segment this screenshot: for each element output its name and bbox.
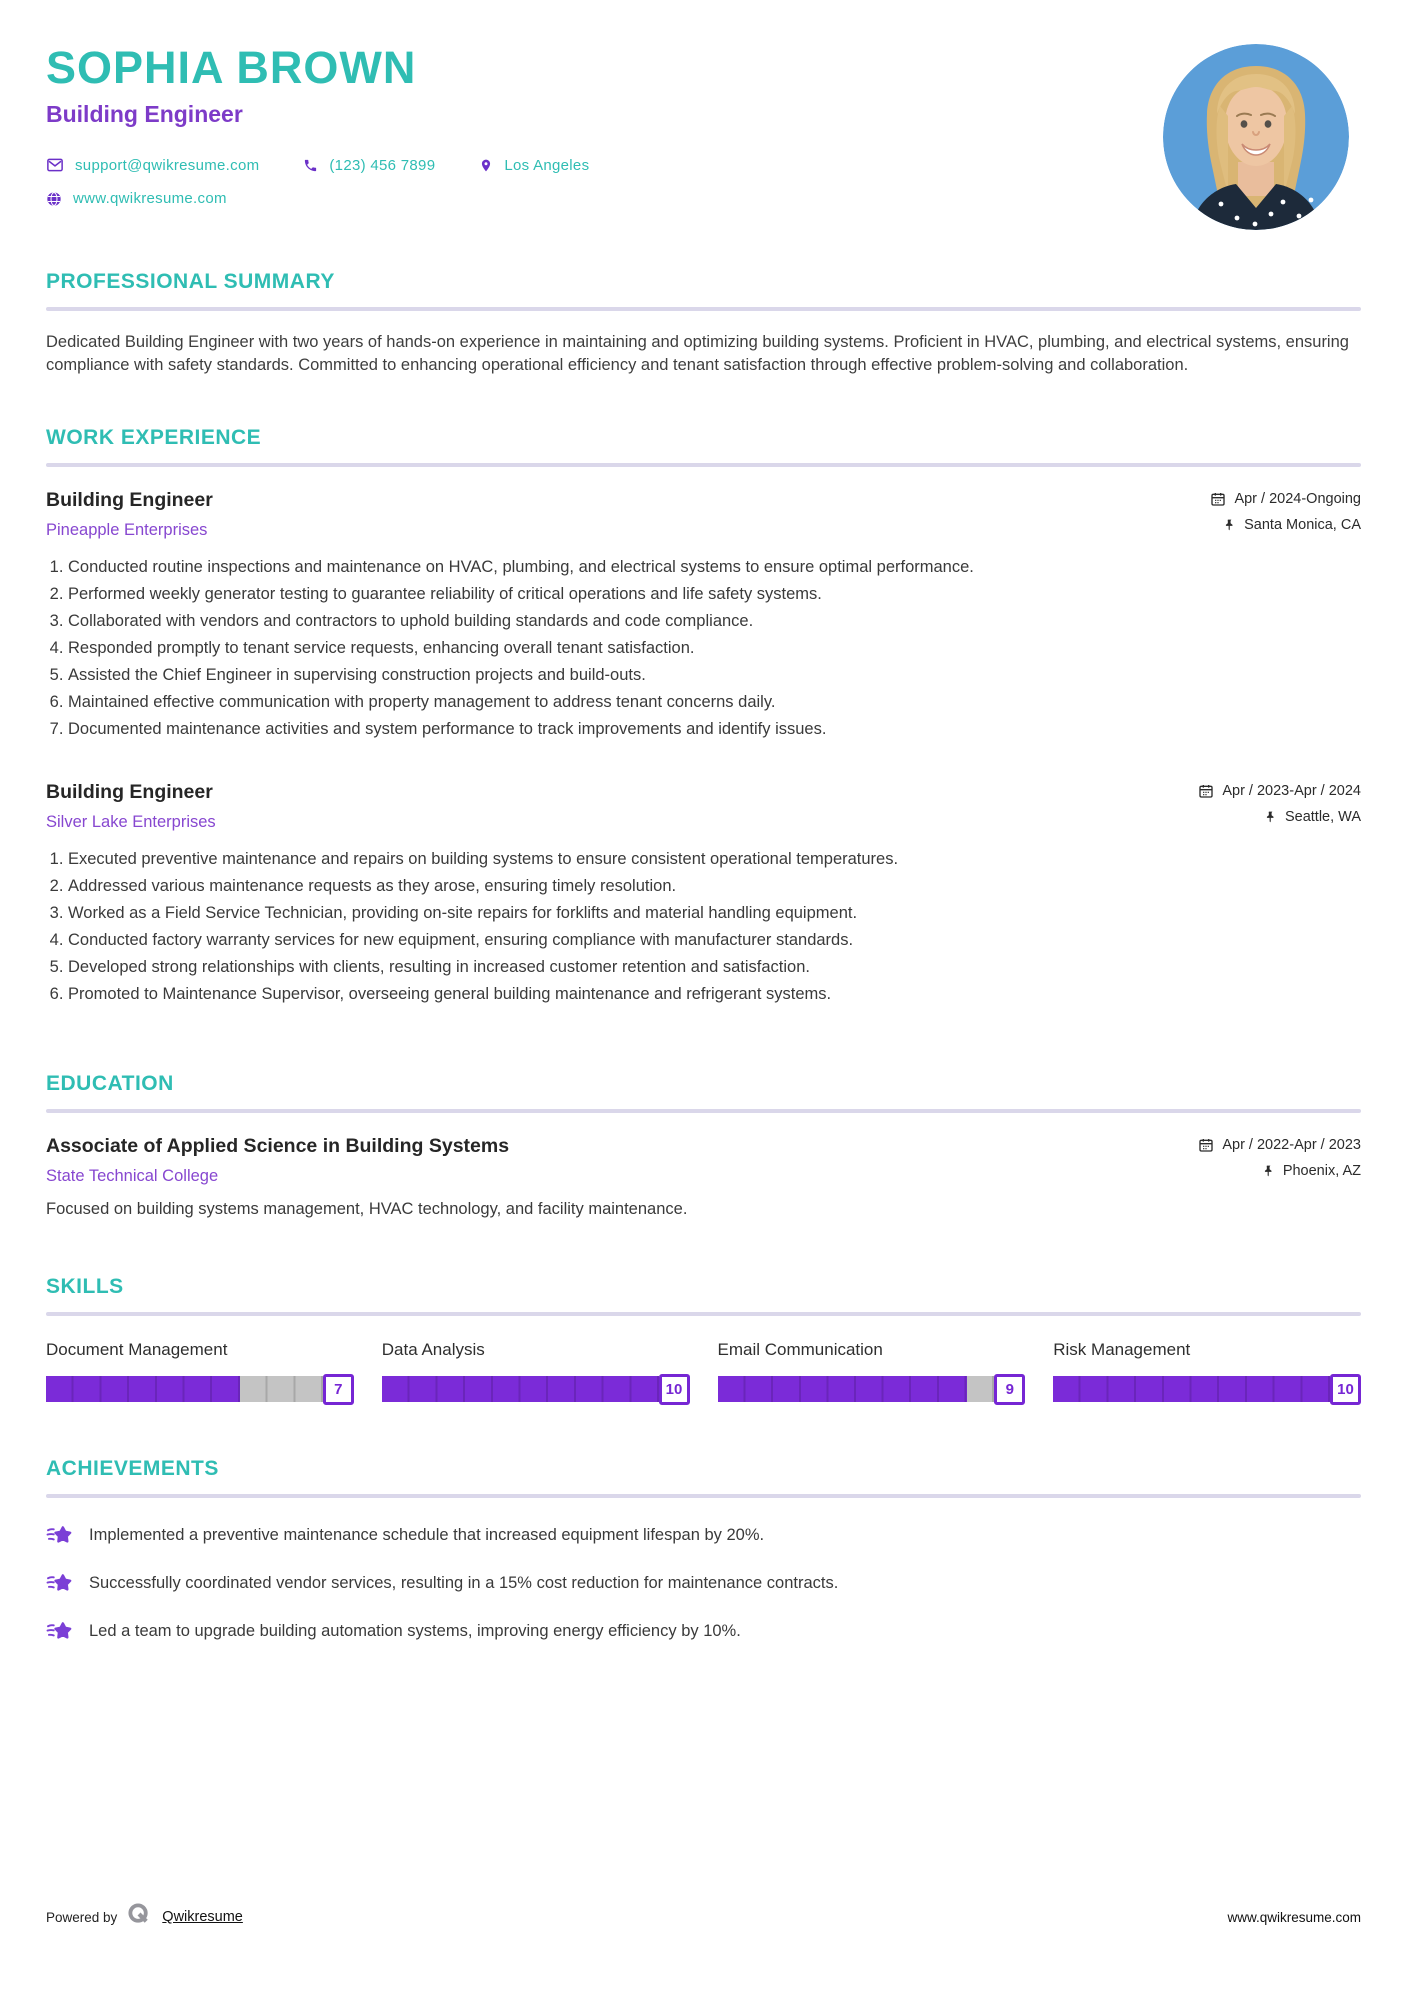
job-bullet: 4. Conducted factory warranty services for new equipment, ensuring compliance with manufacturer standards. bbox=[68, 927, 1361, 954]
school-name: State Technical College bbox=[46, 1166, 219, 1185]
achievements-list bbox=[46, 1524, 1361, 1643]
job-title: Building Engineer bbox=[46, 780, 213, 803]
achievement-text: Led a team to upgrade building automation systems, improving energy efficiency by 10%. bbox=[89, 1621, 741, 1640]
skill-item bbox=[718, 1340, 1026, 1405]
education-meta bbox=[1198, 1135, 1361, 1179]
job-bullet: 3. Worked as a Field Service Technician, providing on-site repairs for forklifts and material handling equipment. bbox=[68, 900, 1361, 927]
section-experience bbox=[46, 426, 1361, 1008]
powered-by-label: Powered by bbox=[46, 1909, 118, 1925]
education-heading: EDUCATION bbox=[46, 1071, 174, 1095]
achievement-text: Successfully coordinated vendor services, resulting in a 15% cost reduction for maintenance contracts. bbox=[89, 1573, 839, 1592]
section-summary bbox=[46, 270, 1361, 378]
job-company: Pineapple Enterprises bbox=[46, 520, 208, 539]
skill-level-badge: 10 bbox=[1330, 1374, 1361, 1405]
skills-heading: SKILLS bbox=[46, 1274, 124, 1298]
job-entry-1 bbox=[46, 489, 1361, 743]
section-divider bbox=[46, 1312, 1361, 1316]
education-date: Apr / 2022-Apr / 2023 bbox=[1198, 1137, 1361, 1153]
job-entry-2 bbox=[46, 781, 1361, 1008]
envelope-icon bbox=[46, 156, 64, 174]
calendar-icon bbox=[1198, 1137, 1214, 1153]
job-location: Santa Monica, CA bbox=[1223, 517, 1361, 533]
footer-branding bbox=[46, 1902, 243, 1932]
achievements-heading: ACHIEVEMENTS bbox=[46, 1456, 219, 1480]
skill-bar bbox=[718, 1374, 1026, 1405]
achievement-item bbox=[46, 1572, 1361, 1595]
section-divider bbox=[46, 1494, 1361, 1498]
shooting-star-icon bbox=[46, 1572, 73, 1595]
job-bullet: 4. Responded promptly to tenant service requests, enhancing overall tenant satisfaction. bbox=[68, 635, 1361, 662]
education-description: Focused on building systems management, HVAC technology, and facility maintenance. bbox=[46, 1199, 688, 1218]
job-date: Apr / 2024-Ongoing bbox=[1210, 491, 1361, 507]
header bbox=[46, 44, 1361, 230]
job-company: Silver Lake Enterprises bbox=[46, 812, 216, 831]
footer-website-link[interactable]: www.qwikresume.com bbox=[1227, 1909, 1361, 1925]
skill-track bbox=[718, 1376, 995, 1402]
profile-photo bbox=[1163, 44, 1349, 230]
job-header bbox=[46, 781, 1361, 832]
job-meta bbox=[1198, 781, 1361, 825]
qwikresume-link[interactable]: Qwikresume bbox=[162, 1909, 243, 1925]
section-achievements bbox=[46, 1457, 1361, 1643]
section-divider bbox=[46, 1109, 1361, 1113]
calendar-icon bbox=[1198, 783, 1214, 799]
skill-name: Email Communication bbox=[717, 1339, 883, 1359]
job-bullet: 7. Documented maintenance activities and system performance to track improvements and identify issues. bbox=[68, 716, 1361, 743]
pushpin-icon bbox=[1262, 1164, 1275, 1178]
qwikresume-logo-icon bbox=[127, 1902, 152, 1932]
footer bbox=[46, 1902, 1361, 1932]
job-bullet: 5. Assisted the Chief Engineer in supervising construction projects and build-outs. bbox=[68, 662, 1361, 689]
contact-row-1 bbox=[46, 156, 589, 174]
degree-title: Associate of Applied Science in Building Systems bbox=[46, 1134, 510, 1157]
contact-email[interactable] bbox=[46, 156, 259, 174]
skill-level-badge: 9 bbox=[994, 1374, 1025, 1405]
job-bullet: 1. Executed preventive maintenance and repairs on building systems to ensure consistent operational temperatures. bbox=[68, 846, 1361, 873]
summary-heading: PROFESSIONAL SUMMARY bbox=[46, 270, 335, 293]
summary-text: Dedicated Building Engineer with two years of hands-on experience in maintaining and optimizing building systems. Proficient in HVAC, plumbing, and electrical systems, ensuring compliance with safety standards. Committed to enhancing operational efficiency and tenant satisfaction through effective problem-solving and collaboration. bbox=[46, 333, 1349, 375]
skill-track bbox=[382, 1376, 659, 1402]
globe-icon bbox=[46, 191, 62, 207]
education-location: Phoenix, AZ bbox=[1262, 1163, 1361, 1179]
education-header bbox=[46, 1135, 1361, 1186]
skill-bar bbox=[1053, 1374, 1361, 1405]
skill-name: Document Management bbox=[46, 1339, 228, 1359]
map-pin-icon bbox=[479, 158, 493, 173]
skill-level-badge: 7 bbox=[323, 1374, 354, 1405]
job-title: Building Engineer bbox=[46, 488, 213, 511]
education-entry bbox=[46, 1135, 1361, 1219]
achievement-item bbox=[46, 1620, 1361, 1643]
skill-item bbox=[46, 1340, 354, 1405]
skill-track bbox=[1053, 1376, 1330, 1402]
contact-email-text: support@qwikresume.com bbox=[75, 156, 260, 174]
pushpin-icon bbox=[1264, 810, 1277, 824]
contact-phone-text: (123) 456 7899 bbox=[329, 156, 436, 174]
pushpin-icon bbox=[1223, 518, 1236, 532]
person-name: SOPHIA BROWN bbox=[46, 42, 417, 93]
job-bullet: 3. Collaborated with vendors and contractors to uphold building standards and code compliance. bbox=[68, 608, 1361, 635]
section-divider bbox=[46, 463, 1361, 467]
phone-icon bbox=[303, 158, 318, 173]
skill-name: Risk Management bbox=[1053, 1339, 1191, 1359]
header-identity bbox=[46, 44, 589, 207]
job-location: Seattle, WA bbox=[1264, 809, 1361, 825]
job-date: Apr / 2023-Apr / 2024 bbox=[1198, 783, 1361, 799]
achievement-text: Implemented a preventive maintenance schedule that increased equipment lifespan by 20%. bbox=[89, 1525, 765, 1544]
job-bullet: 6. Promoted to Maintenance Supervisor, overseeing general building maintenance and refrigerant systems. bbox=[68, 981, 1361, 1008]
skill-track bbox=[46, 1376, 323, 1402]
job-bullet: 6. Maintained effective communication with property management to address tenant concerns daily. bbox=[68, 689, 1361, 716]
experience-heading: WORK EXPERIENCE bbox=[46, 425, 262, 449]
job-bullet: 2. Performed weekly generator testing to guarantee reliability of critical operations and life safety systems. bbox=[68, 581, 1361, 608]
section-skills bbox=[46, 1275, 1361, 1405]
job-bullet: 1. Conducted routine inspections and maintenance on HVAC, plumbing, and electrical systems to ensure optimal performance. bbox=[68, 554, 1361, 581]
skill-bar bbox=[382, 1374, 690, 1405]
skill-item bbox=[1053, 1340, 1361, 1405]
contact-phone[interactable] bbox=[303, 157, 435, 174]
job-bullet-list bbox=[46, 554, 1361, 743]
section-education bbox=[46, 1072, 1361, 1219]
skill-fill bbox=[1053, 1376, 1330, 1402]
contact-location-text: Los Angeles bbox=[504, 156, 590, 174]
contact-location bbox=[479, 157, 589, 174]
shooting-star-icon bbox=[46, 1524, 73, 1547]
skill-bar bbox=[46, 1374, 354, 1405]
skill-item bbox=[382, 1340, 690, 1405]
skill-fill bbox=[382, 1376, 659, 1402]
job-meta bbox=[1210, 489, 1361, 533]
contact-website[interactable] bbox=[46, 190, 227, 207]
achievement-item bbox=[46, 1524, 1361, 1547]
contact-info bbox=[46, 156, 589, 207]
skill-fill bbox=[718, 1376, 967, 1402]
job-bullet: 5. Developed strong relationships with clients, resulting in increased customer retention and satisfaction. bbox=[68, 954, 1361, 981]
shooting-star-icon bbox=[46, 1620, 73, 1643]
contact-website-text: www.qwikresume.com bbox=[73, 190, 227, 208]
job-bullet-list bbox=[46, 846, 1361, 1008]
job-header bbox=[46, 489, 1361, 540]
skill-name: Data Analysis bbox=[381, 1339, 485, 1359]
skill-fill bbox=[46, 1376, 240, 1402]
section-divider bbox=[46, 307, 1361, 311]
skills-grid bbox=[46, 1340, 1361, 1405]
contact-row-2 bbox=[46, 190, 589, 207]
job-bullet: 2. Addressed various maintenance requests as they arose, ensuring timely resolution. bbox=[68, 873, 1361, 900]
person-job-title: Building Engineer bbox=[46, 101, 243, 128]
calendar-icon bbox=[1210, 491, 1226, 507]
skill-level-badge: 10 bbox=[659, 1374, 690, 1405]
